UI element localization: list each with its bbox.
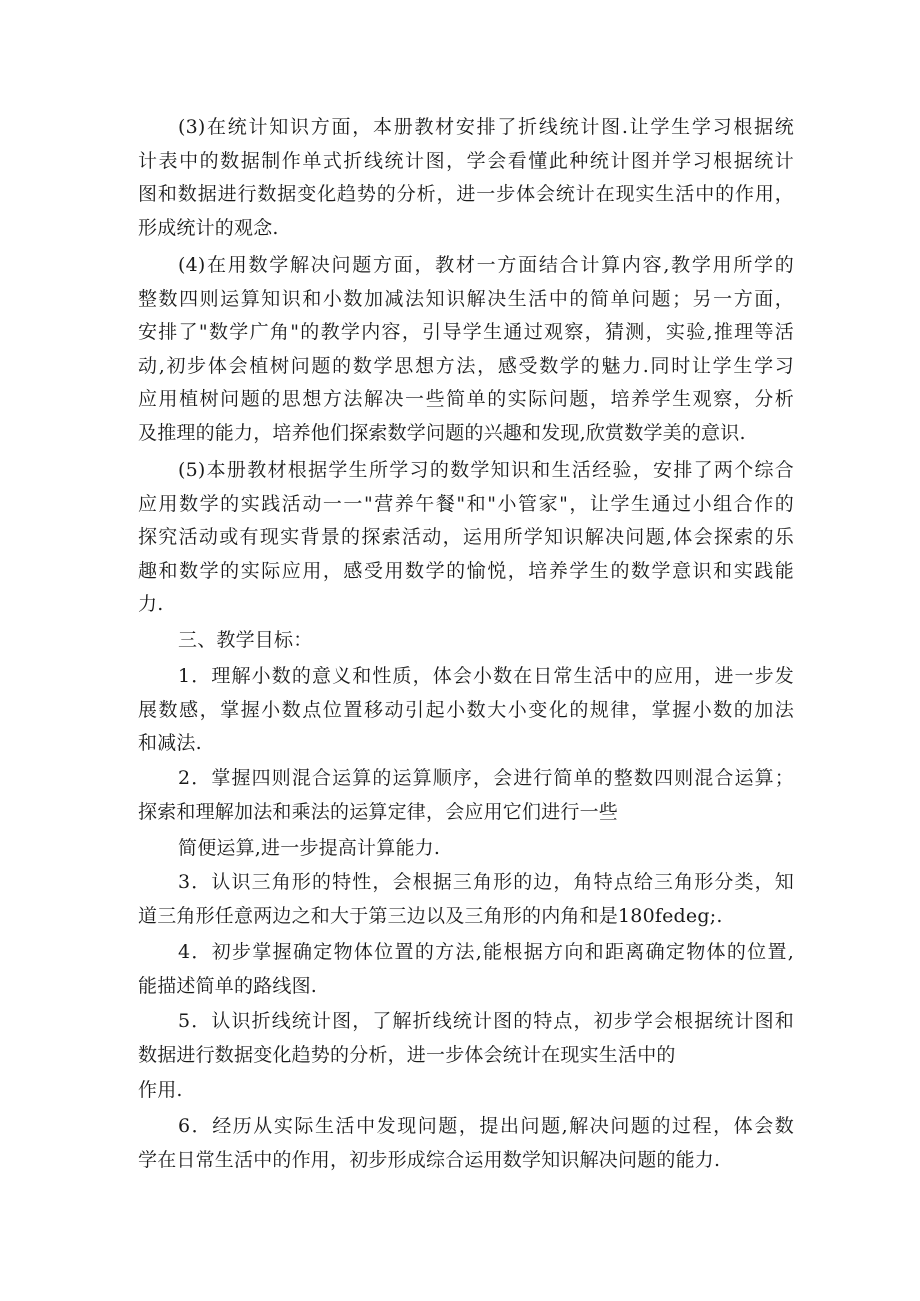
- goal-item-4: [138, 936, 794, 1003]
- text-line: 作用.: [138, 1079, 183, 1101]
- paragraph-problem-solving: [138, 249, 794, 451]
- goal-item-2: [138, 762, 794, 829]
- text-line: 计表中的数据制作单式折线统计图，学会看懂此种统计图并学习根据统计: [138, 149, 794, 172]
- goal-item-3: [138, 866, 794, 933]
- text-line: (3)在统计知识方面，本册教材安排了折线统计图.让学生学习根据统: [178, 116, 794, 138]
- goal-item-2-continued: [138, 832, 794, 866]
- text-line: 探索和理解加法和乘法的运算定律，会应用它们进行一些: [138, 800, 619, 823]
- text-line: 5．认识折线统计图，了解折线统计图的特点，初步学会根据统计图和: [178, 1010, 794, 1032]
- text-line: 展数感，掌握小数点位置移动引起小数大小变化的规律，掌握小数的加法: [138, 698, 794, 721]
- text-line: 图和数据进行数据变化趋势的分析，进一步体会统计在现实生活中的作用，: [138, 183, 794, 206]
- text-line: 3．认识三角形的特性，会根据三角形的边，角特点给三角形分类，知: [178, 871, 794, 893]
- text-line: 安排了"数学广角"的教学内容，引导学生通过观察，猜测，实验,推理等活: [138, 321, 794, 344]
- goal-item-5-continued: [138, 1074, 794, 1108]
- text-line: 能描述简单的路线图.: [138, 974, 318, 997]
- text-line: 学在日常生活中的作用，初步形成综合运用数学知识解决问题的能力.: [138, 1148, 721, 1171]
- text-line: 2．掌握四则混合运算的运算顺序，会进行简单的整数四则混合运算；: [178, 767, 794, 789]
- text-line: 数据进行数据变化趋势的分析，进一步体会统计在现实生活中的: [138, 1043, 676, 1066]
- section-heading-teaching-goals: [138, 624, 794, 658]
- text-line: 趣和数学的实际应用，感受用数学的愉悦，培养学生的数学意识和实践能: [138, 559, 794, 582]
- section-heading: 三、教学目标：: [178, 629, 313, 651]
- goal-item-1: [138, 660, 794, 761]
- text-line: 动,初步体会植树问题的数学思想方法，感受数学的魅力.同时让学生学习: [138, 354, 794, 377]
- paragraph-practice-activities: [138, 454, 794, 622]
- text-line: 力.: [138, 593, 164, 616]
- text-line: 4．初步掌握确定物体位置的方法,能根据方向和距离确定物体的位置,: [178, 941, 794, 963]
- text-line: 6．经历从实际生活中发现问题，提出问题,解决问题的过程，体会数: [178, 1115, 794, 1137]
- text-line: 应用数学的实践活动一一"营养午餐"和"小管家"，让学生通过小组合作的: [138, 492, 794, 515]
- text-line: (5)本册教材根据学生所学习的数学知识和生活经验，安排了两个综合: [178, 459, 794, 481]
- text-line: 1．理解小数的意义和性质，体会小数在日常生活中的应用，进一步发: [178, 665, 794, 687]
- text-line: 探究活动或有现实背景的探索活动，运用所学知识解决问题,体会探索的乐: [138, 526, 794, 549]
- goal-item-6: [138, 1110, 794, 1177]
- goal-item-5: [138, 1005, 794, 1072]
- text-line: 和减法.: [138, 732, 202, 755]
- text-line: (4)在用数学解决问题方面，教材一方面结合计算内容,教学用所学的: [178, 254, 794, 276]
- text-line: 整数四则运算知识和小数加减法知识解决生活中的简单问题；另一方面，: [138, 287, 794, 310]
- text-line: 形成统计的观念.: [138, 216, 279, 239]
- text-line: 应用植树问题的思想方法解决一些简单的实际问题，培养学生观察，分析: [138, 388, 794, 411]
- text-line: 及推理的能力，培养他们探索数学问题的兴趣和发现,欣赏数学美的意识.: [138, 421, 746, 444]
- text-line: 简便运算,进一步提高计算能力.: [178, 837, 441, 859]
- text-line: 道三角形任意两边之和大于第三边以及三角形的内角和是180fedeg;.: [138, 904, 723, 927]
- paragraph-statistics: [138, 111, 794, 245]
